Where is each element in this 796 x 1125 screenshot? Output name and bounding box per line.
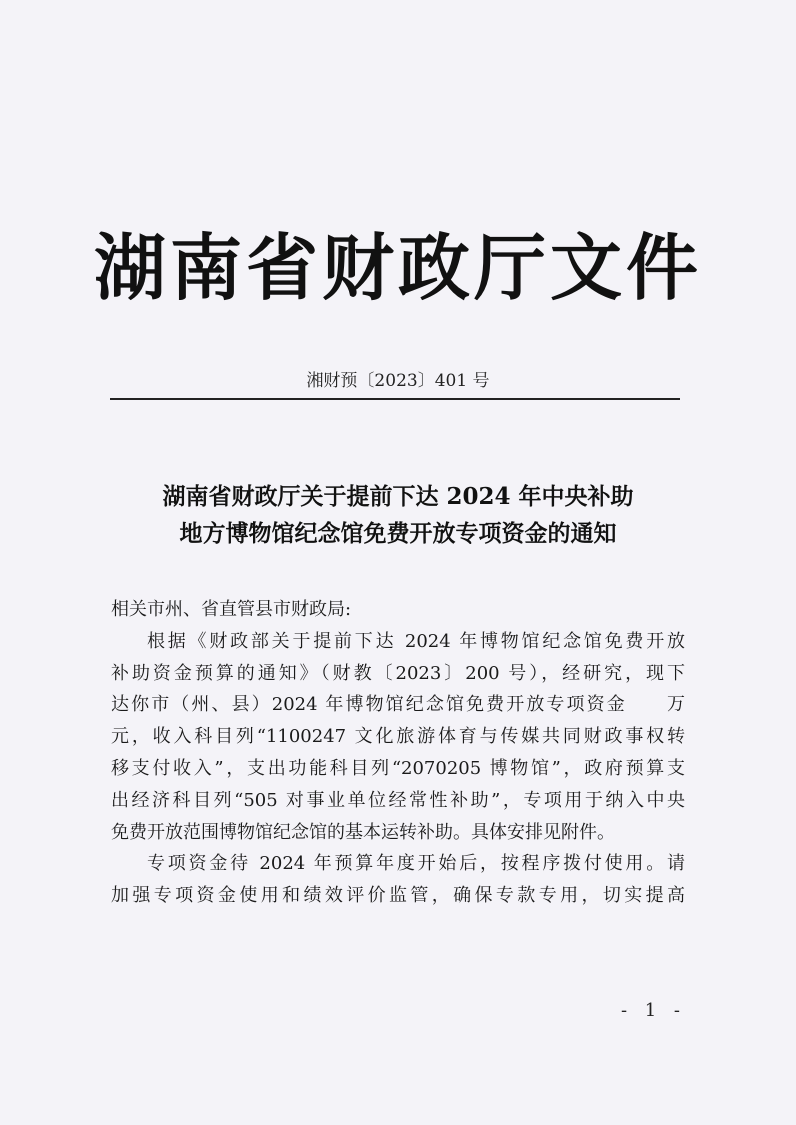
notice-title-line-1: 湖南省财政厅关于提前下达 2024 年中央补助 <box>162 483 634 510</box>
paragraph-1-line-2: 补助资金预算的通知》（财教〔2023〕200 号），经研究，现下 <box>111 662 685 684</box>
paragraph-1-line-1: 根据《财政部关于提前下达 2024 年博物馆纪念馆免费开放 <box>147 630 685 652</box>
masthead-title: 湖南省财政厅文件 <box>93 225 702 310</box>
notice-body <box>111 594 685 912</box>
document-number: 湘财预〔2023〕401 号 <box>306 371 490 391</box>
header-divider <box>110 398 680 400</box>
salutation: 相关市州、省直管县市财政局: <box>111 599 352 620</box>
notice-title-line-2: 地方博物馆纪念馆免费开放专项资金的通知 <box>179 520 617 547</box>
paragraph-1-line-6: 出经济科目列“505 对事业单位经常性补助”，专项用于纳入中央 <box>111 789 685 811</box>
paragraph-1-line-4: 元，收入科目列“1100247 文化旅游体育与传媒共同财政事权转 <box>111 726 685 748</box>
page-number: - 1 - <box>620 1000 686 1021</box>
paragraph-2-line-2: 加强专项资金使用和绩效评价监管，确保专款专用，切实提高 <box>111 885 685 907</box>
paragraph-1-line-3: 达你市（州、县）2024 年博物馆纪念馆免费开放专项资金 万 <box>111 694 685 716</box>
paragraph-1-line-7: 免费开放范围博物馆纪念馆的基本运转补助。具体安排见附件。 <box>111 821 615 843</box>
paragraph-1-line-5: 移支付收入”，支出功能科目列“2070205 博物馆”，政府预算支 <box>111 757 685 779</box>
notice-title <box>100 478 696 552</box>
paragraph-2-line-1: 专项资金待 2024 年预算年度开始后，按程序拨付使用。请 <box>147 853 685 875</box>
